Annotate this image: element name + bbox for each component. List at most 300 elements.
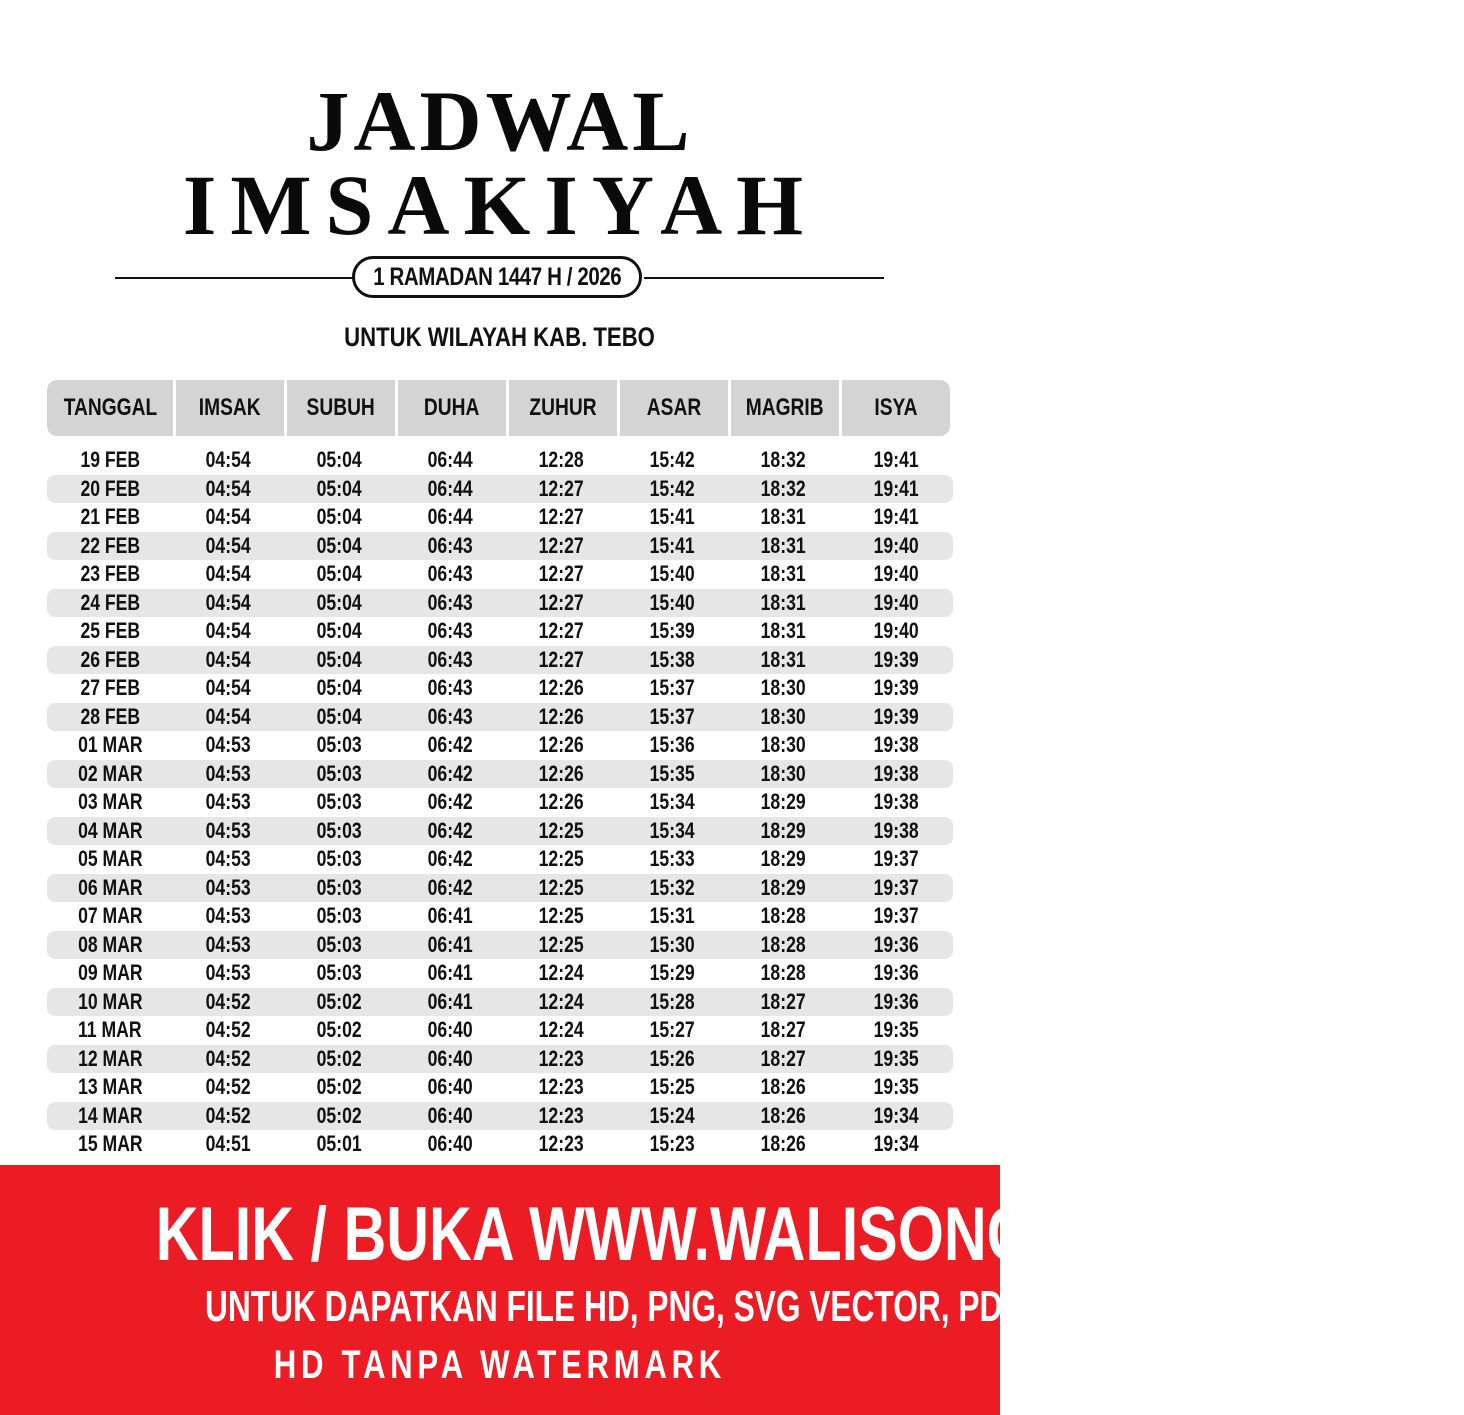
cell-subuh (284, 704, 395, 730)
cell-subuh (284, 447, 395, 473)
cell-value: 05:03 (316, 960, 363, 986)
cell-duha (395, 818, 506, 844)
cell-magrib (728, 704, 839, 730)
cell-value: 05 MAR (77, 846, 143, 872)
cell-value: 18:31 (760, 646, 807, 672)
cell-value: 15:41 (649, 532, 696, 558)
cell-value: 06:43 (427, 646, 474, 672)
cell-value: 12:24 (538, 988, 585, 1014)
region-text: UNTUK WILAYAH KAB. TEBO (344, 322, 656, 352)
cell-subuh (284, 989, 395, 1015)
cell-value: 06:44 (427, 475, 474, 501)
cell-value: 15:29 (649, 960, 696, 986)
cell-isya (839, 1046, 953, 1072)
cell-value: 19:41 (873, 447, 919, 473)
cell-imsak (173, 618, 284, 644)
column-header-label: ISYA (874, 394, 918, 421)
cell-zuhur (506, 932, 617, 958)
cell-subuh (284, 761, 395, 787)
cell-zuhur (506, 561, 617, 587)
cell-subuh (284, 533, 395, 559)
cell-imsak (173, 1103, 284, 1129)
cell-tanggal (47, 647, 173, 673)
cell-value: 18:29 (760, 817, 807, 843)
cell-value: 19:34 (873, 1102, 919, 1128)
cell-value: 12:27 (538, 561, 585, 587)
cell-magrib (728, 1103, 839, 1129)
cell-zuhur (506, 704, 617, 730)
cell-value: 05:03 (316, 903, 363, 929)
cell-value: 05:04 (316, 504, 363, 530)
cell-isya (839, 761, 953, 787)
cell-isya (839, 1074, 953, 1100)
cell-asar (617, 789, 728, 815)
cell-value: 12 MAR (77, 1045, 143, 1071)
cell-value: 15:40 (649, 589, 696, 615)
hijri-year-text: 1 RAMADAN 1447 H / 2026 (372, 262, 622, 291)
divider-left (115, 277, 355, 279)
cell-magrib (728, 1017, 839, 1043)
cell-value: 12:24 (538, 960, 585, 986)
cell-zuhur (506, 1074, 617, 1100)
cell-imsak (173, 818, 284, 844)
cell-value: 18:27 (760, 988, 807, 1014)
cell-value: 05:02 (316, 1102, 363, 1128)
cell-subuh (284, 932, 395, 958)
cell-value: 05:04 (316, 618, 363, 644)
cell-imsak (173, 903, 284, 929)
cell-value: 28 FEB (80, 703, 140, 729)
table-row (47, 845, 953, 874)
cell-zuhur (506, 989, 617, 1015)
table-row (47, 589, 953, 618)
cell-value: 15:26 (649, 1045, 696, 1071)
cell-isya (839, 932, 953, 958)
cell-value: 04:54 (205, 447, 252, 473)
cell-value: 05:02 (316, 1045, 363, 1071)
cell-isya (839, 1017, 953, 1043)
cell-duha (395, 1046, 506, 1072)
cell-imsak (173, 533, 284, 559)
cell-value: 19:37 (873, 874, 919, 900)
cell-value: 19:37 (873, 903, 919, 929)
cell-value: 05:02 (316, 988, 363, 1014)
cell-isya (839, 818, 953, 844)
cell-tanggal (47, 789, 173, 815)
cell-zuhur (506, 1131, 617, 1157)
cell-value: 19:35 (873, 1045, 919, 1071)
cell-magrib (728, 960, 839, 986)
cell-zuhur (506, 846, 617, 872)
cell-asar (617, 618, 728, 644)
cell-zuhur (506, 960, 617, 986)
cell-value: 05:04 (316, 447, 363, 473)
cell-value: 19:39 (873, 675, 919, 701)
column-header-isya (842, 380, 950, 436)
cell-imsak (173, 561, 284, 587)
cell-value: 06:40 (427, 1102, 474, 1128)
cell-tanggal (47, 960, 173, 986)
table-row (47, 988, 953, 1017)
column-header-asar (620, 380, 728, 436)
cell-imsak (173, 732, 284, 758)
cell-value: 05:04 (316, 561, 363, 587)
title-line-1: JADWAL (306, 73, 694, 169)
cell-duha (395, 789, 506, 815)
cell-zuhur (506, 761, 617, 787)
cell-value: 19:37 (873, 846, 919, 872)
cell-value: 12:27 (538, 532, 585, 558)
cell-subuh (284, 561, 395, 587)
cell-tanggal (47, 1017, 173, 1043)
cell-value: 06:42 (427, 789, 474, 815)
cell-tanggal (47, 447, 173, 473)
cell-subuh (284, 846, 395, 872)
cell-value: 12:23 (538, 1045, 585, 1071)
cell-value: 03 MAR (77, 789, 143, 815)
cell-value: 18:31 (760, 618, 807, 644)
cell-duha (395, 618, 506, 644)
cell-value: 15:42 (649, 475, 696, 501)
cell-value: 19:40 (873, 589, 919, 615)
cell-value: 15:37 (649, 703, 696, 729)
cell-value: 06:41 (427, 931, 474, 957)
cell-value: 04:52 (205, 988, 252, 1014)
cell-imsak (173, 476, 284, 502)
divider-right (644, 277, 884, 279)
cell-value: 01 MAR (77, 732, 143, 758)
cell-value: 18:28 (760, 960, 807, 986)
cell-isya (839, 875, 953, 901)
cell-value: 13 MAR (77, 1074, 143, 1100)
table-row (47, 1016, 953, 1045)
cell-value: 15:23 (649, 1131, 696, 1157)
cell-value: 12:26 (538, 789, 585, 815)
table-row (47, 959, 953, 988)
cell-value: 19:34 (873, 1131, 919, 1157)
banner-subline-text: UNTUK DAPATKAN FILE HD, PNG, SVG VECTOR, PDF, WORD, EXCEL (205, 1282, 1260, 1331)
cell-value: 05:03 (316, 732, 363, 758)
cell-imsak (173, 1074, 284, 1100)
cell-value: 12:26 (538, 732, 585, 758)
cell-asar (617, 647, 728, 673)
cell-tanggal (47, 903, 173, 929)
cell-value: 05:04 (316, 589, 363, 615)
cell-isya (839, 732, 953, 758)
table-row (47, 760, 953, 789)
cell-value: 05:03 (316, 874, 363, 900)
cell-zuhur (506, 875, 617, 901)
cell-subuh (284, 647, 395, 673)
cell-isya (839, 846, 953, 872)
cell-value: 19:40 (873, 618, 919, 644)
cell-isya (839, 675, 953, 701)
cell-value: 05:02 (316, 1017, 363, 1043)
cell-zuhur (506, 476, 617, 502)
cell-value: 04:51 (205, 1131, 252, 1157)
cell-value: 24 FEB (80, 589, 140, 615)
cell-value: 19:39 (873, 646, 919, 672)
cell-duha (395, 1017, 506, 1043)
cell-value: 06:41 (427, 960, 474, 986)
cell-value: 12:26 (538, 703, 585, 729)
cell-zuhur (506, 590, 617, 616)
cell-imsak (173, 960, 284, 986)
cell-duha (395, 846, 506, 872)
cell-isya (839, 789, 953, 815)
cell-value: 05:02 (316, 1074, 363, 1100)
cell-value: 18:31 (760, 504, 807, 530)
cell-value: 12:23 (538, 1102, 585, 1128)
cell-value: 06:40 (427, 1074, 474, 1100)
cell-zuhur (506, 647, 617, 673)
cell-tanggal (47, 533, 173, 559)
cell-value: 07 MAR (77, 903, 143, 929)
cell-asar (617, 447, 728, 473)
cell-imsak (173, 504, 284, 530)
cell-subuh (284, 590, 395, 616)
cell-asar (617, 932, 728, 958)
cell-duha (395, 732, 506, 758)
cell-isya (839, 476, 953, 502)
cell-value: 05:03 (316, 789, 363, 815)
cell-value: 12:28 (538, 447, 585, 473)
cell-value: 19:36 (873, 931, 919, 957)
cell-asar (617, 590, 728, 616)
cell-tanggal (47, 1046, 173, 1072)
cell-value: 15:31 (649, 903, 696, 929)
cell-value: 15:32 (649, 874, 696, 900)
promo-banner[interactable] (0, 1165, 1261, 1415)
cell-duha (395, 590, 506, 616)
cell-value: 27 FEB (80, 675, 140, 701)
cell-asar (617, 704, 728, 730)
cell-magrib (728, 989, 839, 1015)
cell-value: 25 FEB (80, 618, 140, 644)
cell-tanggal (47, 1103, 173, 1129)
column-header-label: ZUHUR (529, 394, 597, 421)
cell-value: 05:04 (316, 703, 363, 729)
cell-zuhur (506, 1017, 617, 1043)
cell-value: 02 MAR (77, 760, 143, 786)
cell-value: 12:26 (538, 675, 585, 701)
cell-value: 15:35 (649, 760, 696, 786)
column-header-label: DUHA (424, 394, 480, 421)
cell-zuhur (506, 818, 617, 844)
cell-value: 06:43 (427, 532, 474, 558)
table-row (47, 731, 953, 760)
cell-value: 04:53 (205, 846, 252, 872)
cell-value: 05:03 (316, 931, 363, 957)
cell-duha (395, 533, 506, 559)
table-row (47, 788, 953, 817)
table-row (47, 703, 953, 732)
cell-duha (395, 704, 506, 730)
cell-value: 10 MAR (77, 988, 143, 1014)
cell-tanggal (47, 932, 173, 958)
table-row (47, 646, 953, 675)
cell-tanggal (47, 675, 173, 701)
cell-value: 06:42 (427, 732, 474, 758)
cell-asar (617, 960, 728, 986)
cell-imsak (173, 447, 284, 473)
cell-zuhur (506, 789, 617, 815)
cell-tanggal (47, 761, 173, 787)
table-row (47, 1073, 953, 1102)
cell-imsak (173, 789, 284, 815)
table-row (47, 1102, 953, 1131)
cell-value: 12:23 (538, 1074, 585, 1100)
cell-value: 15:40 (649, 561, 696, 587)
cell-value: 06:42 (427, 846, 474, 872)
cell-value: 18:29 (760, 846, 807, 872)
cell-value: 04:54 (205, 504, 252, 530)
banner-footer-text: HD TANPA WATERMARK (273, 1343, 727, 1387)
cell-magrib (728, 1074, 839, 1100)
cell-value: 12:25 (538, 846, 585, 872)
table-row (47, 617, 953, 646)
cell-value: 15:24 (649, 1102, 696, 1128)
cell-subuh (284, 903, 395, 929)
cell-value: 19:35 (873, 1074, 919, 1100)
cell-value: 15:36 (649, 732, 696, 758)
cell-value: 06:43 (427, 675, 474, 701)
cell-duha (395, 476, 506, 502)
cell-asar (617, 1074, 728, 1100)
table-row (47, 902, 953, 931)
cell-magrib (728, 761, 839, 787)
cell-value: 15:27 (649, 1017, 696, 1043)
cell-isya (839, 590, 953, 616)
cell-value: 15:33 (649, 846, 696, 872)
table-row (47, 1130, 953, 1159)
cell-asar (617, 903, 728, 929)
cell-value: 04:52 (205, 1045, 252, 1071)
cell-value: 04:53 (205, 903, 252, 929)
cell-asar (617, 1103, 728, 1129)
column-header-label: IMSAK (199, 394, 261, 421)
cell-magrib (728, 447, 839, 473)
column-header-label: MAGRIB (746, 394, 824, 421)
cell-value: 05:04 (316, 532, 363, 558)
cell-value: 06:41 (427, 988, 474, 1014)
cell-value: 12:27 (538, 646, 585, 672)
cell-asar (617, 1017, 728, 1043)
cell-magrib (728, 533, 839, 559)
cell-value: 15:39 (649, 618, 696, 644)
cell-value: 05:03 (316, 817, 363, 843)
cell-duha (395, 960, 506, 986)
cell-value: 04 MAR (77, 817, 143, 843)
cell-tanggal (47, 561, 173, 587)
column-header-subuh (287, 380, 395, 436)
cell-imsak (173, 1017, 284, 1043)
cell-value: 04:54 (205, 703, 252, 729)
table-row (47, 446, 953, 475)
cell-value: 11 MAR (78, 1017, 142, 1043)
cell-imsak (173, 761, 284, 787)
cell-value: 05:04 (316, 646, 363, 672)
cell-zuhur (506, 533, 617, 559)
cell-imsak (173, 675, 284, 701)
cell-zuhur (506, 1103, 617, 1129)
cell-value: 18:30 (760, 732, 807, 758)
banner-headline[interactable] (0, 1192, 1261, 1277)
cell-value: 18:32 (760, 475, 807, 501)
table-row (47, 475, 953, 504)
column-header-zuhur (509, 380, 617, 436)
cell-asar (617, 533, 728, 559)
cell-value: 19:36 (873, 988, 919, 1014)
cell-duha (395, 647, 506, 673)
cell-magrib (728, 590, 839, 616)
cell-isya (839, 1131, 953, 1157)
table-row (47, 931, 953, 960)
cell-imsak (173, 704, 284, 730)
cell-subuh (284, 960, 395, 986)
cell-value: 19:41 (873, 475, 919, 501)
cell-asar (617, 732, 728, 758)
cell-value: 04:52 (205, 1074, 252, 1100)
cell-value: 19:40 (873, 561, 919, 587)
cell-value: 19:40 (873, 532, 919, 558)
cell-value: 19:38 (873, 732, 919, 758)
cell-value: 06:43 (427, 703, 474, 729)
cell-magrib (728, 504, 839, 530)
cell-value: 12:25 (538, 817, 585, 843)
cell-value: 12:25 (538, 931, 585, 957)
cell-asar (617, 675, 728, 701)
cell-imsak (173, 875, 284, 901)
cell-asar (617, 1131, 728, 1157)
cell-value: 15:41 (649, 504, 696, 530)
cell-isya (839, 1103, 953, 1129)
cell-value: 04:54 (205, 561, 252, 587)
cell-duha (395, 504, 506, 530)
cell-value: 18:32 (760, 447, 807, 473)
cell-value: 15:38 (649, 646, 696, 672)
cell-value: 08 MAR (77, 931, 143, 957)
cell-tanggal (47, 476, 173, 502)
cell-zuhur (506, 447, 617, 473)
cell-tanggal (47, 1131, 173, 1157)
cell-value: 19 FEB (80, 447, 140, 473)
cell-value: 06:43 (427, 618, 474, 644)
cell-zuhur (506, 675, 617, 701)
table-row (47, 560, 953, 589)
cell-duha (395, 675, 506, 701)
cell-value: 04:52 (205, 1102, 252, 1128)
cell-asar (617, 846, 728, 872)
cell-tanggal (47, 590, 173, 616)
cell-value: 04:52 (205, 1017, 252, 1043)
cell-asar (617, 818, 728, 844)
cell-value: 18:26 (760, 1074, 807, 1100)
banner-headline-text[interactable]: KLIK / BUKA WWW.WALISONGO.CO.ID (155, 1192, 1261, 1277)
cell-magrib (728, 903, 839, 929)
cell-value: 04:53 (205, 874, 252, 900)
cell-value: 12:27 (538, 618, 585, 644)
cell-value: 12:27 (538, 475, 585, 501)
column-header-label: SUBUH (306, 394, 376, 421)
cell-imsak (173, 932, 284, 958)
cell-duha (395, 1103, 506, 1129)
cell-zuhur (506, 1046, 617, 1072)
cell-magrib (728, 1046, 839, 1072)
cell-value: 04:54 (205, 532, 252, 558)
cell-value: 06 MAR (77, 874, 143, 900)
cell-value: 18:27 (760, 1017, 807, 1043)
